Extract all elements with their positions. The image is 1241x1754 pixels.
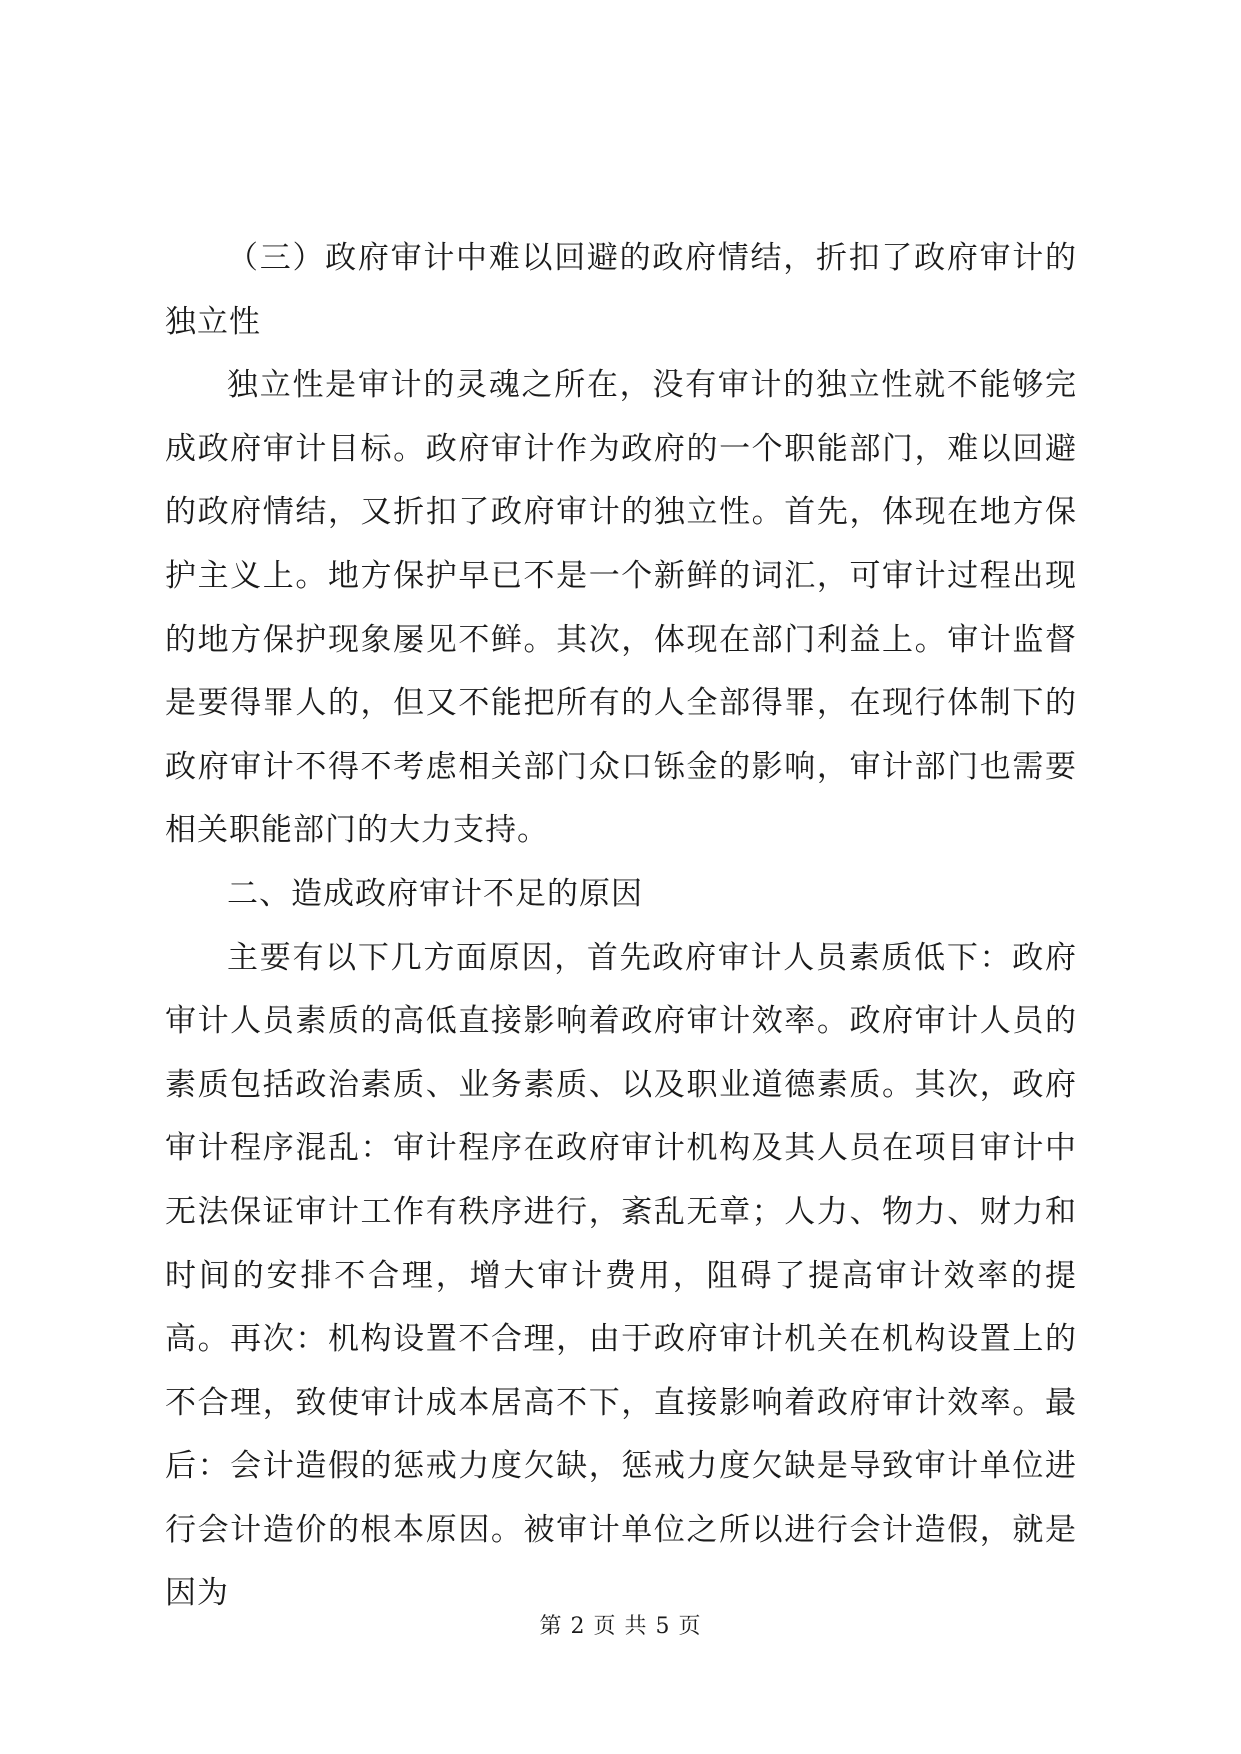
body-paragraph-independence: 独立性是审计的灵魂之所在，没有审计的独立性就不能够完成政府审计目标。政府审计作为政府的一个职能部门，难以回避的政府情结，又折扣了政府审计的独立性。首先，体现在地方保护主义上。地方保护早已不是一个新鲜的词汇，可审计过程出现的地方保护现象屡见不鲜。其次，体现在部门利益上。审计监督是要得罪人的，但又不能把所有的人全部得罪，在现行体制下的政府审计不得不考虑相关部门众口铄金的影响，审计部门也需要相关职能部门的大力支持。	[165, 367, 1077, 849]
section-heading-paragraph: （三）政府审计中难以回避的政府情结，折扣了政府审计的独立性	[165, 240, 1077, 340]
section-heading-causes: 二、造成政府审计不足的原因	[227, 875, 643, 912]
document-body	[165, 227, 1077, 1626]
page-number-footer: 第 2 页 共 5 页	[539, 1614, 702, 1639]
body-paragraph-causes: 主要有以下几方面原因，首先政府审计人员素质低下：政府审计人员素质的高低直接影响着政府审计效率。政府审计人员的素质包括政治素质、业务素质、以及职业道德素质。其次，政府审计程序混乱：审计程序在政府审计机构及其人员在项目审计中无法保证审计工作有秩序进行，紊乱无章；人力、物力、财力和时间的安排不合理，增大审计费用，阻碍了提高审计效率的提高。再次：机构设置不合理，由于政府审计机关在机构设置上的不合理，致使审计成本居高不下，直接影响着政府审计效率。最后：会计造假的惩戒力度欠缺，惩戒力度欠缺是导致审计单位进行会计造价的根本原因。被审计单位之所以进行会计造假，就是因为	[165, 939, 1077, 1612]
